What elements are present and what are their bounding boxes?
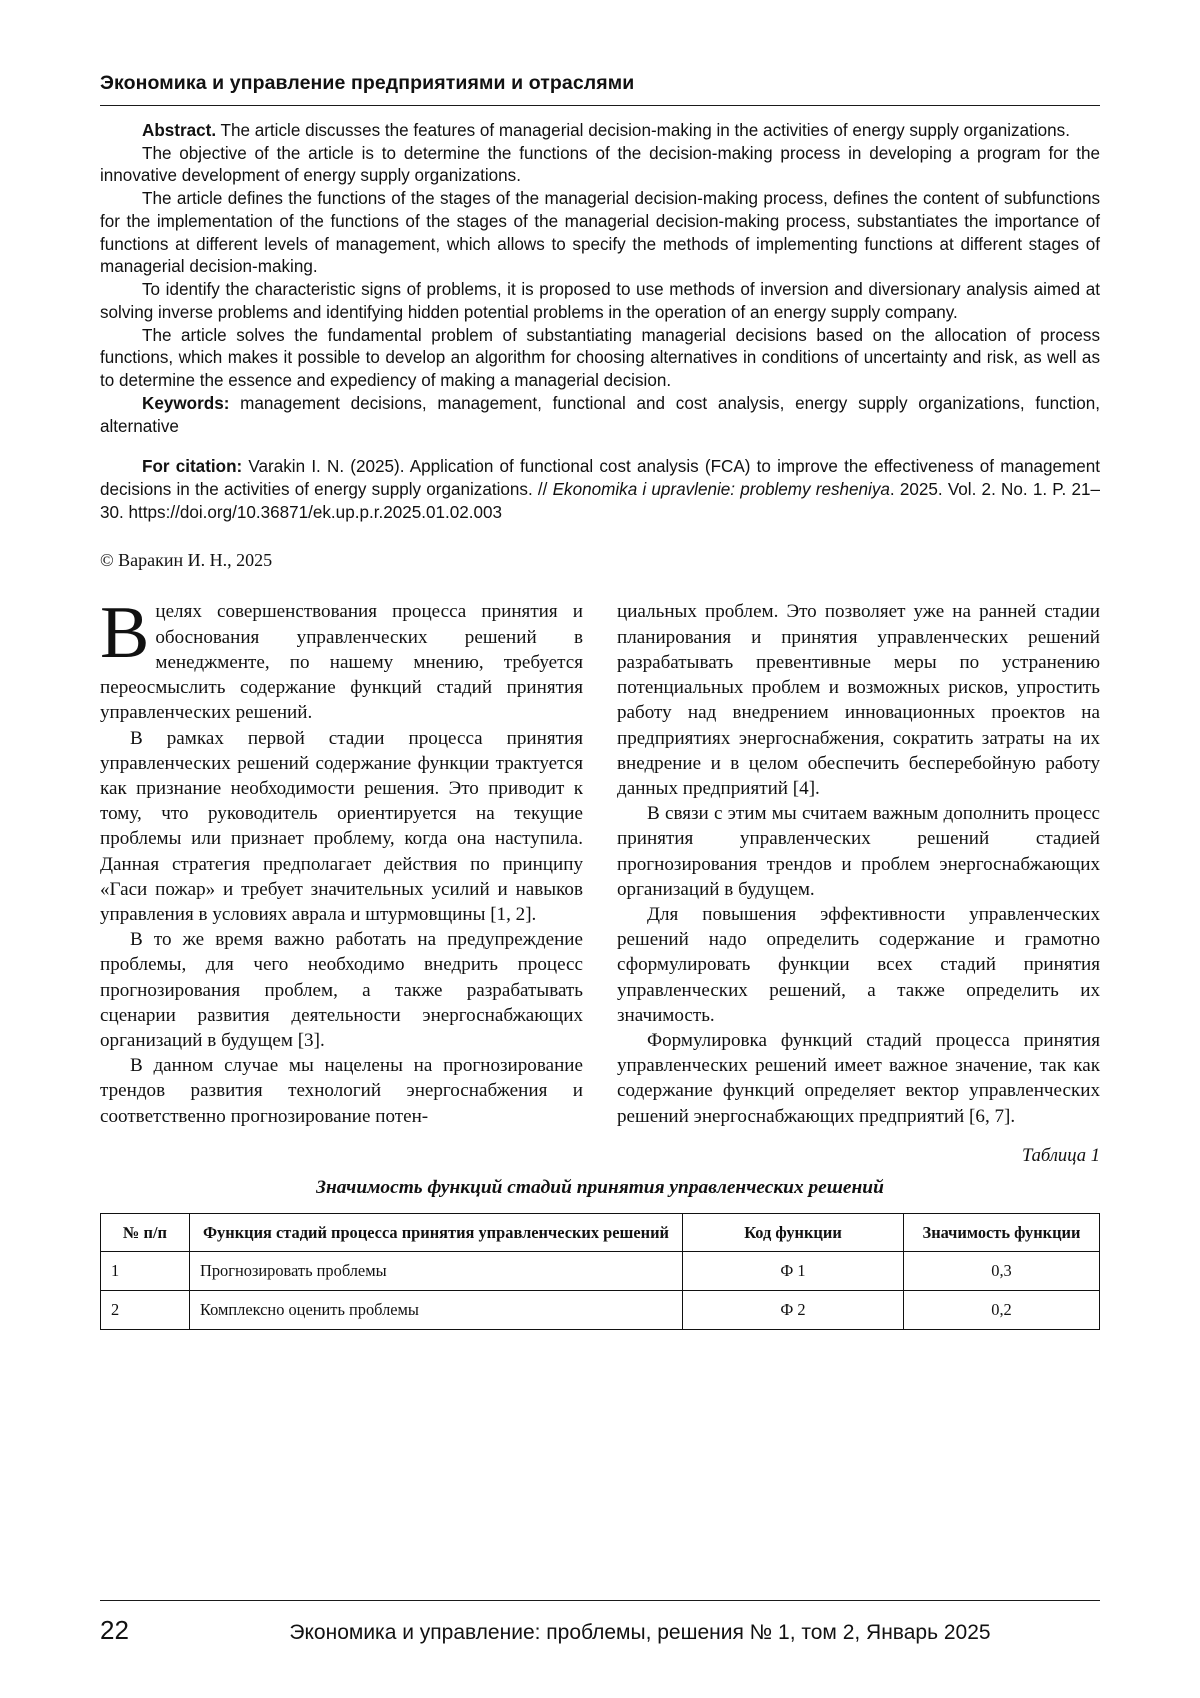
table-header-code: Код функции (683, 1213, 904, 1252)
left-paragraph-2: В рамках первой стадии процесса принятия управленческих решений содержание функции трактуется как признание необходимости решения. Это приводит к тому, что руководитель ориентируется на текущие проблемы или признает проблему, когда она наступила. Данная стратегия предполагает действия по принципу «Гаси пожар» и требует значительных усилий и навыков управления в условиях аврала и штурмовщины [1, 2]. (100, 727, 583, 925)
table-header-num: № п/п (101, 1213, 190, 1252)
abstract-text-1: The article discusses the features of managerial decision-making in the activities of energy supply organizations. (216, 121, 1070, 140)
cell-value: 0,2 (904, 1291, 1100, 1330)
abstract-label: Abstract. (142, 121, 217, 140)
table-header-value: Значимость функции (904, 1213, 1100, 1252)
running-head: Экономика и управление предприятиями и отраслями (100, 72, 635, 94)
abstract-paragraph-4: To identify the characteristic signs of problems, it is proposed to use methods of inversion and diversionary analysis aimed at solving inverse problems and identifying hidden potential problems in the operation of an energy supply company. (100, 280, 1100, 322)
page-footer (100, 1600, 1100, 1646)
copyright-line: © Варакин И. Н., 2025 (100, 550, 273, 571)
cell-function: Прогнозировать проблемы (190, 1252, 683, 1291)
table-header-function: Функция стадий процесса принятия управленческих решений (190, 1213, 683, 1252)
citation-text-2: . 2025. Vol. 2. No. 1. P. 21–30. https://doi.org/10.36871/ek.up.p.r.2025.01.02.003 (100, 480, 1100, 522)
cell-code: Ф 1 (683, 1252, 904, 1291)
cell-function: Комплексно оценить проблемы (190, 1291, 683, 1330)
abstract-paragraph-2: The objective of the article is to determine the functions of the decision-making process in developing a program for the innovative development of energy supply organizations. (100, 143, 1100, 186)
table-title: Значимость функций стадий принятия управленческих решений (316, 1176, 884, 1198)
abstract-paragraph-1 (100, 120, 1100, 143)
right-paragraph-3: Для повышения эффективности управленческих решений надо определить содержание и грамотно сформулировать функции всех стадий принятия управленческих решений, а также определить их значимость. (617, 903, 1100, 1026)
citation-label: For citation: (142, 457, 243, 477)
table-body (101, 1252, 1100, 1330)
table-head (101, 1213, 1100, 1252)
cell-num: 2 (101, 1291, 190, 1330)
significance-table (100, 1213, 1100, 1331)
citation-text-1: Varakin I. N. (2025). Application of functional cost analysis (FCA) to improve the effectiveness of management decisions in the activities of energy supply organizations. // (100, 457, 1100, 500)
drop-cap: В (100, 592, 150, 675)
right-paragraph-1: циальных проблем. Это позволяет уже на ранней стадии планирования и принятия управленческих решений разрабатывать превентивные меры по устранению потенциальных проблем и возможных рисков, упростить работу над внедрением инновационных проектов на предприятиях энергоснабжения, сократить затраты на их внедрение и в целом обеспечить бесперебойную работу данных предприятий [4]. (617, 601, 1100, 799)
cell-num: 1 (101, 1252, 190, 1291)
body-columns (100, 592, 1100, 1128)
left-paragraph-3: В то же время важно работать на предупреждение проблемы, для чего необходимо внедрить процесс прогнозирования проблем, а также разрабатывать сценарии развития деятельности энергоснабжающих организаций в будущем [3]. (100, 929, 583, 1051)
page-number: 22 (100, 1615, 129, 1645)
cell-value: 0,3 (904, 1252, 1100, 1291)
left-paragraph-1-text: целях совершенствования процесса принятия и обоснования управленческих решений в менеджменте, по нашему мнению, требуется переосмыслить содержание функций стадий принятия управленческих решений. (100, 601, 583, 724)
table-number-label: Таблица 1 (1021, 1144, 1100, 1166)
cell-code: Ф 2 (683, 1291, 904, 1330)
table-row (101, 1252, 1100, 1291)
header-divider (100, 105, 1100, 106)
left-paragraph-1 (100, 592, 583, 725)
right-paragraph-4: Формулировка функций стадий процесса принятия управленческих решений имеет важное значение, так как содержание функций определяет вектор управленческих решений энергоснабжающих предприятий [6, 7]. (617, 1029, 1100, 1127)
footer-journal-title: Экономика и управление: проблемы, решения № 1, том 2, Январь 2025 (289, 1621, 991, 1644)
abstract-paragraph-3: The article defines the functions of the stages of the managerial decision-making process, defines the content of subfunctions for the implementation of the functions of the stages of the managerial decision-making process, substantiates the importance of functions at different levels of management, which allows to specify the methods of implementing functions at different stages of managerial decision-making. (100, 189, 1100, 277)
keywords-paragraph (100, 393, 1100, 438)
citation-journal: Ekonomika i upravlenie: problemy resheniya (552, 480, 890, 500)
abstract-block (100, 120, 1100, 438)
left-column (100, 592, 583, 1128)
right-column (617, 599, 1100, 1128)
abstract-paragraph-5: The article solves the fundamental problem of substantiating managerial decisions based on the allocation of process functions, which makes it possible to develop an algorithm for choosing alternatives in conditions of uncertainty and risk, as well as to determine the essence and expediency of making a managerial decision. (100, 325, 1100, 391)
left-paragraph-4: В данном случае мы нацелены на прогнозирование трендов развития технологий энергоснабжения и соответственно прогнозирование потен- (100, 1055, 583, 1127)
footer-divider (100, 1600, 1100, 1601)
table-row (101, 1291, 1100, 1330)
keywords-label: Keywords: (142, 393, 230, 413)
right-paragraph-2: В связи с этим мы считаем важным дополнить процесс принятия управленческих решений стадией прогнозирования трендов и проблем энергоснабжающих организаций в будущем. (617, 803, 1100, 900)
table-header-row (101, 1213, 1100, 1252)
footer-row (100, 1615, 1100, 1646)
keywords-text: management decisions, management, functional and cost analysis, energy supply organizations, function, alternative (100, 393, 1100, 436)
citation-block (100, 456, 1100, 524)
